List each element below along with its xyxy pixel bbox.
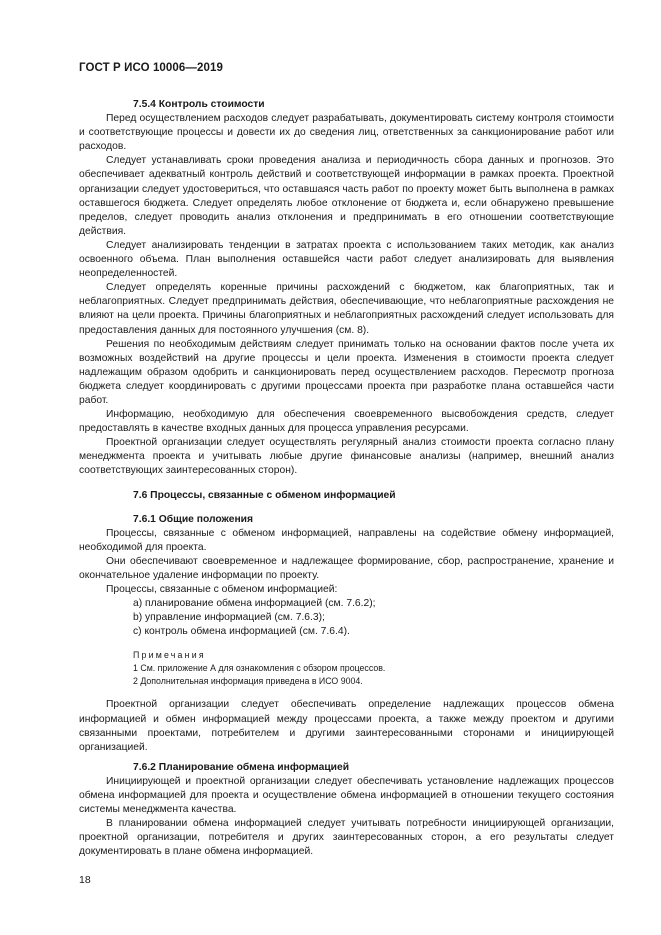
paragraph: Решения по необходимым действиям следует принимать только на основании фактов после учета их возможных воздействий на другие процессы и цели проекта. Изменения в стоимости проекта следует надлежащим образом одобрить и санкционировать перед осуществлением расходов. Пересмотр прогноза бюджета следует координировать с другими процессами проекта при разработке плана оставшейся части работ. bbox=[79, 338, 614, 406]
paragraph: Следует анализировать тенденции в затратах проекта с использованием таких методик, как анализ освоенного объема. План выполнения оставшейся части работ следует анализировать для выявления неопределенностей. bbox=[79, 239, 614, 280]
section-heading-7-6-1: 7.6.1 Общие положения bbox=[133, 513, 253, 525]
section-heading-7-5-4: 7.5.4 Контроль стоимости bbox=[133, 99, 265, 110]
document-body bbox=[79, 92, 614, 860]
paragraph: Проектной организации следует обеспечивать определение надлежащих процессов обмена информацией и обмен информацией между процессами проекта, а также между проектом и другими связанными проектами, потребителем и другими заинтересованными сторонами и инициирующей организацией. bbox=[79, 699, 614, 753]
document-header: ГОСТ Р ИСО 10006—2019 bbox=[79, 62, 224, 74]
paragraph: Проектной организации следует осуществлять регулярный анализ стоимости проекта согласно плану менеджмента проекта и учитывать любые другие финансовые анализы (например, внешний анализ соответствующих заинтересованных сторон). bbox=[79, 437, 614, 477]
paragraph: Информацию, необходимую для обеспечения своевременного высвобождения средств, следует предоставлять в качестве входных данных для процесса управления ресурсами. bbox=[79, 409, 614, 435]
paragraph: В планировании обмена информацией следует учитывать потребности инициирующей организации, проектной организации, потребителя и других заинтересованных сторон, а его результаты следует документировать в плане обмена информацией. bbox=[79, 818, 614, 858]
paragraph: Следует устанавливать сроки проведения анализа и периодичность сбора данных и прогнозов. Это обеспечивает адекватный контроль действий и соответствующей информации в рамках проекта. Проектной организации следует удостовериться, что оставшаяся часть работ по проекту может быть выполнена в рамках оставшегося бюджета. Следует определять любое отклонение от бюджета и, если обнаружено превышение пределов, следует проводить анализ отклонения и предпринимать в его отношении соответствующие действия. bbox=[79, 155, 614, 237]
note-item: 2 Дополнительная информация приведена в ИСО 9004. bbox=[133, 676, 363, 687]
section-heading-7-6-2: 7.6.2 Планирование обмена информацией bbox=[133, 761, 350, 773]
paragraph: Инициирующей и проектной организации следует обеспечивать установление надлежащих процессов обмена информацией для проекта и осуществление обмена информацией в отношении текущего состояния системы менеджмента качества. bbox=[79, 775, 614, 816]
paragraph: Следует определять коренные причины расхождений с бюджетом, как благоприятных, так и неблагоприятных. Следует предпринимать действия, обеспечивающие, что неблагоприятные расхождения не влияют на цели проекта. Причины благоприятных и неблагоприятных расхождений следует использовать для предоставления данных для постоянного улучшения (см. 8). bbox=[79, 282, 614, 336]
paragraph: Они обеспечивают своевременное и надлежащее формирование, сбор, распространение, хранение и окончательное удаление информации по проекту. bbox=[79, 555, 614, 581]
list-item: b) управление информацией (см. 7.6.3); bbox=[133, 612, 325, 624]
paragraph: Перед осуществлением расходов следует разрабатывать, документировать систему контроля стоимости и соответствующие процессы и довести их до сведения лиц, ответственных за санкционирование работ или расходов. bbox=[79, 113, 614, 153]
paragraph: Процессы, связанные с обменом информацией, направлены на содействие обмену информацией, необходимой для проекта. bbox=[79, 527, 614, 553]
paragraph: Процессы, связанные с обменом информацией: bbox=[106, 584, 338, 596]
list-item: a) планирование обмена информацией (см. 7.6.2); bbox=[133, 598, 376, 610]
page-number: 18 bbox=[79, 874, 91, 886]
section-heading-7-6: 7.6 Процессы, связанные с обменом информацией bbox=[133, 489, 396, 501]
note-item: 1 См. приложение А для ознакомления с обзором процессов. bbox=[133, 663, 386, 674]
notes-label: Примечания bbox=[133, 650, 206, 661]
list-item: c) контроль обмена информацией (см. 7.6.4). bbox=[133, 626, 350, 638]
